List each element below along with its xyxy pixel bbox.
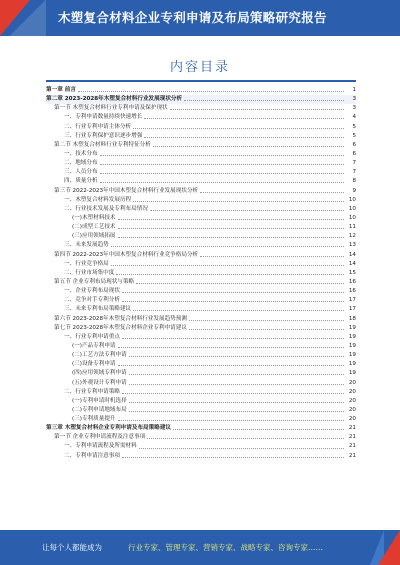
toc-entry[interactable]	[46, 269, 356, 278]
toc-page-number: 16	[348, 288, 356, 295]
toc-heading: 内容目录	[169, 60, 230, 75]
toc-dot-leader	[111, 265, 344, 266]
toc-dot-leader	[144, 118, 344, 119]
toc-dot-leader	[78, 91, 344, 92]
toc-entry-text: 一、木塑复合材料发展历程	[64, 196, 132, 203]
toc-entry-text: 三、人员分布	[64, 169, 98, 176]
toc-page-number: 9	[352, 187, 356, 194]
footer-slogan: 让每个人都能成为	[42, 543, 102, 552]
toc-entry[interactable]	[46, 351, 356, 360]
toc-entry-text: 二、行业专利申请策略	[64, 388, 120, 395]
toc-page-number: 18	[348, 315, 356, 322]
toc-page-number: 19	[348, 342, 356, 349]
toc-dot-leader	[118, 228, 344, 229]
toc-entry[interactable]	[46, 150, 356, 159]
toc-entry[interactable]	[46, 95, 356, 104]
toc-dot-leader	[100, 155, 344, 156]
toc-dot-leader	[150, 210, 344, 211]
toc-entry[interactable]	[46, 141, 356, 150]
toc-entry[interactable]	[46, 452, 356, 461]
toc-dot-leader	[100, 173, 344, 174]
toc-page-number: 12	[348, 233, 356, 240]
toc-entry[interactable]	[46, 187, 356, 196]
toc-entry[interactable]	[46, 214, 356, 223]
toc-entry-text: (三)专利质量提升	[72, 416, 116, 423]
toc-dot-leader	[136, 283, 344, 284]
toc-entry[interactable]	[46, 205, 356, 214]
toc-entry-text: 三、未来专利布局策略建议	[64, 306, 132, 313]
toc-entry[interactable]	[46, 342, 356, 351]
toc-entry-text: 二、行业技术发展及专利布局情况	[64, 205, 148, 212]
toc-page-number: 6	[352, 141, 356, 148]
toc-dot-leader	[147, 438, 344, 439]
toc-entry-text: 第三章 木塑复合材料企业专利申请及布局策略建议	[46, 425, 172, 432]
toc-dot-leader	[170, 109, 344, 110]
toc-entry[interactable]	[46, 324, 356, 333]
toc-entry-text: 第二章 2023-2028年木塑复合材料行业发展现状分析	[46, 96, 183, 103]
toc-entry[interactable]	[46, 278, 356, 287]
toc-entry-text: 四、质量分析	[64, 178, 98, 185]
toc-page-number: 13	[348, 242, 356, 249]
toc-page-number: 15	[348, 269, 356, 276]
toc-entry-text: 一、专利申请流程及所需材料	[64, 443, 137, 450]
toc-page-number: 16	[348, 278, 356, 285]
toc-dot-leader	[173, 429, 344, 430]
toc-entry[interactable]	[46, 379, 356, 388]
toc-page-number: 19	[348, 352, 356, 359]
toc-dot-leader	[118, 347, 344, 348]
toc-entry[interactable]	[46, 333, 356, 342]
toc-entry-text: (一)专利申请时机选择	[72, 397, 127, 404]
toc-dot-leader	[153, 146, 344, 147]
toc-entry-text: 一、技术分布	[64, 150, 98, 157]
toc-dot-leader	[111, 246, 344, 247]
footer-band	[0, 530, 400, 565]
toc-page-number: 21	[348, 443, 356, 450]
toc-page-number: 17	[348, 297, 356, 304]
toc-page-number: 20	[348, 379, 356, 386]
toc-dot-leader	[144, 137, 344, 138]
toc-dot-leader	[122, 457, 344, 458]
toc-entry-text: 三、行业专利保护意识逐步增强	[64, 132, 143, 139]
toc-page-number: 14	[348, 260, 356, 267]
toc-page-number: 17	[348, 306, 356, 313]
toc-entry[interactable]	[46, 433, 356, 442]
toc-entry-text: 一、行业竞争格局	[64, 260, 109, 267]
toc-entry-text: (二)成型工艺技术	[72, 224, 116, 231]
toc-entry-text: (一)木塑材料技术	[72, 214, 116, 221]
toc-page-number: 5	[352, 132, 356, 139]
toc-dot-leader	[129, 411, 344, 412]
header-accent-shade	[0, 0, 46, 36]
toc-page-number: 5	[352, 123, 356, 130]
toc-page-number: 10	[348, 205, 356, 212]
toc-dot-leader	[100, 182, 344, 183]
toc-page-number: 10	[348, 214, 356, 221]
toc-dot-leader	[118, 237, 344, 238]
toc-page-number: 3	[352, 105, 356, 112]
toc-dot-leader	[118, 420, 344, 421]
toc-entry-text: (二)专利申请地域布局	[72, 406, 127, 413]
toc-entry-text: (四)应用领域专利申请	[72, 370, 127, 377]
header-band	[0, 0, 400, 36]
toc-entry-text: (三)应用领域拓展	[72, 233, 116, 240]
toc-entry-text: 二、竞争对手专利分析	[64, 297, 120, 304]
toc-entry[interactable]	[46, 177, 356, 186]
toc-page-number: 21	[348, 425, 356, 432]
toc-entry-text: 第一节 企业专利申请流程及注意事项	[54, 434, 146, 441]
toc-entry[interactable]	[46, 232, 356, 241]
toc-entry[interactable]	[46, 397, 356, 406]
report-title: 木塑复合材料企业专利申请及布局策略研究报告	[58, 10, 327, 25]
toc-entry[interactable]	[46, 369, 356, 378]
toc-entry[interactable]	[46, 223, 356, 232]
toc-dot-leader	[122, 338, 344, 339]
footer-roles: 行业专家、管理专家、营销专家、战略专家、咨询专家……	[128, 543, 323, 552]
toc-entry[interactable]	[46, 415, 356, 424]
toc-page-number: 19	[348, 324, 356, 331]
toc-entry-text: 第二节 木塑复合材料行业专利特征分析	[54, 141, 151, 148]
toc-page-number: 21	[348, 434, 356, 441]
footer-accent-red	[378, 530, 400, 565]
toc-entry[interactable]	[46, 86, 356, 95]
toc-entry-text: (一)产品专利申请	[72, 342, 116, 349]
toc-page-number: 14	[348, 251, 356, 258]
toc-entry-text: 第七节 2023-2028年木塑复合材料企业专利申请建议	[54, 324, 187, 331]
toc-dot-leader	[129, 356, 344, 357]
toc-dot-leader	[189, 320, 344, 321]
toc-entry[interactable]	[46, 168, 356, 177]
toc-entry-text: (五)外观设计专利申请	[72, 379, 127, 386]
toc-dot-leader	[184, 100, 344, 101]
toc-entry-text: 第三节 2022-2023年中国木塑复合材料行业发展现状分析	[54, 187, 199, 194]
toc-entry[interactable]	[46, 442, 356, 451]
toc-dot-leader	[116, 274, 344, 275]
toc-entry-text: 一、行业专利申请重点	[64, 333, 120, 340]
toc-entry-text: 二、行业市场集中度	[64, 269, 115, 276]
toc-entry[interactable]	[46, 260, 356, 269]
toc-dot-leader	[200, 192, 344, 193]
toc-entry-text: 三、未来发展趋势	[64, 242, 109, 249]
toc-entry[interactable]	[46, 123, 356, 132]
toc-entry-text: 一、专利申请数量持续快速增长	[64, 114, 143, 121]
toc-entry-text: 第五节 企业专利布局现状与策略	[54, 278, 135, 285]
toc-entry[interactable]	[46, 424, 356, 433]
toc-entry[interactable]	[46, 406, 356, 415]
toc-dot-leader	[129, 374, 344, 375]
toc-entry-text: 一、企业专利布局现状	[64, 288, 120, 295]
toc-dot-leader	[133, 310, 344, 311]
toc-entry[interactable]	[46, 388, 356, 397]
toc-entry-text: 二、专利申请注意事项	[64, 452, 120, 459]
toc-entry[interactable]	[46, 196, 356, 205]
toc-dot-leader	[122, 292, 344, 293]
toc-page-number: 6	[352, 150, 356, 157]
toc-dot-leader	[118, 365, 344, 366]
toc-entry-text: 第六节 2023-2028年木塑复合材料行业发展趋势预测	[54, 315, 187, 322]
toc-dot-leader	[139, 448, 344, 449]
toc-entry-text: (二)工艺方法专利申请	[72, 352, 127, 359]
toc-entry[interactable]	[46, 287, 356, 296]
toc-entry-text: (三)设备专利申请	[72, 361, 116, 368]
toc-dot-leader	[129, 384, 344, 385]
toc-page-number: 19	[348, 333, 356, 340]
toc-entry[interactable]	[46, 251, 356, 260]
toc-page-number: 3	[352, 96, 356, 103]
toc-entry[interactable]	[46, 296, 356, 305]
toc-page-number: 11	[348, 224, 356, 231]
toc-page-number: 7	[352, 169, 356, 176]
toc-dot-leader	[200, 256, 344, 257]
toc-entry[interactable]	[46, 113, 356, 122]
toc-entry[interactable]	[46, 104, 356, 113]
toc-page-number: 20	[348, 406, 356, 413]
toc-entry-text: 第四节 2022-2023年中国木塑复合材料行业竞争格局分析	[54, 251, 199, 258]
toc-page-number: 20	[348, 388, 356, 395]
toc-dot-leader	[100, 164, 344, 165]
toc-page-number: 21	[348, 452, 356, 459]
toc-page-number: 8	[352, 178, 356, 185]
toc-entry-text: 二、地域分布	[64, 160, 98, 167]
toc-divider	[46, 80, 356, 82]
toc-dot-leader	[189, 329, 344, 330]
toc-page-number: 20	[348, 397, 356, 404]
table-of-contents	[46, 86, 356, 461]
toc-entry[interactable]	[46, 360, 356, 369]
toc-page-number: 19	[348, 370, 356, 377]
toc-entry-text: 二、行业专利申请主体分析	[64, 123, 132, 130]
toc-entry[interactable]	[46, 305, 356, 314]
toc-dot-leader	[118, 219, 344, 220]
toc-entry[interactable]	[46, 159, 356, 168]
toc-dot-leader	[122, 301, 344, 302]
toc-page-number: 4	[352, 114, 356, 121]
toc-page-number: 7	[352, 160, 356, 167]
toc-entry[interactable]	[46, 241, 356, 250]
toc-dot-leader	[133, 128, 344, 129]
toc-dot-leader	[122, 393, 344, 394]
toc-dot-leader	[129, 402, 344, 403]
toc-page-number: 10	[348, 196, 356, 203]
toc-entry-text: 第一节 木塑复合材料行业专利申请及保护现状	[54, 105, 168, 112]
toc-dot-leader	[133, 201, 344, 202]
toc-page-number: 1	[352, 87, 356, 93]
toc-entry[interactable]	[46, 132, 356, 141]
toc-page-number: 20	[348, 416, 356, 423]
toc-entry-text: 第一章 前言	[46, 87, 76, 93]
toc-entry[interactable]	[46, 315, 356, 324]
toc-page-number: 19	[348, 361, 356, 368]
